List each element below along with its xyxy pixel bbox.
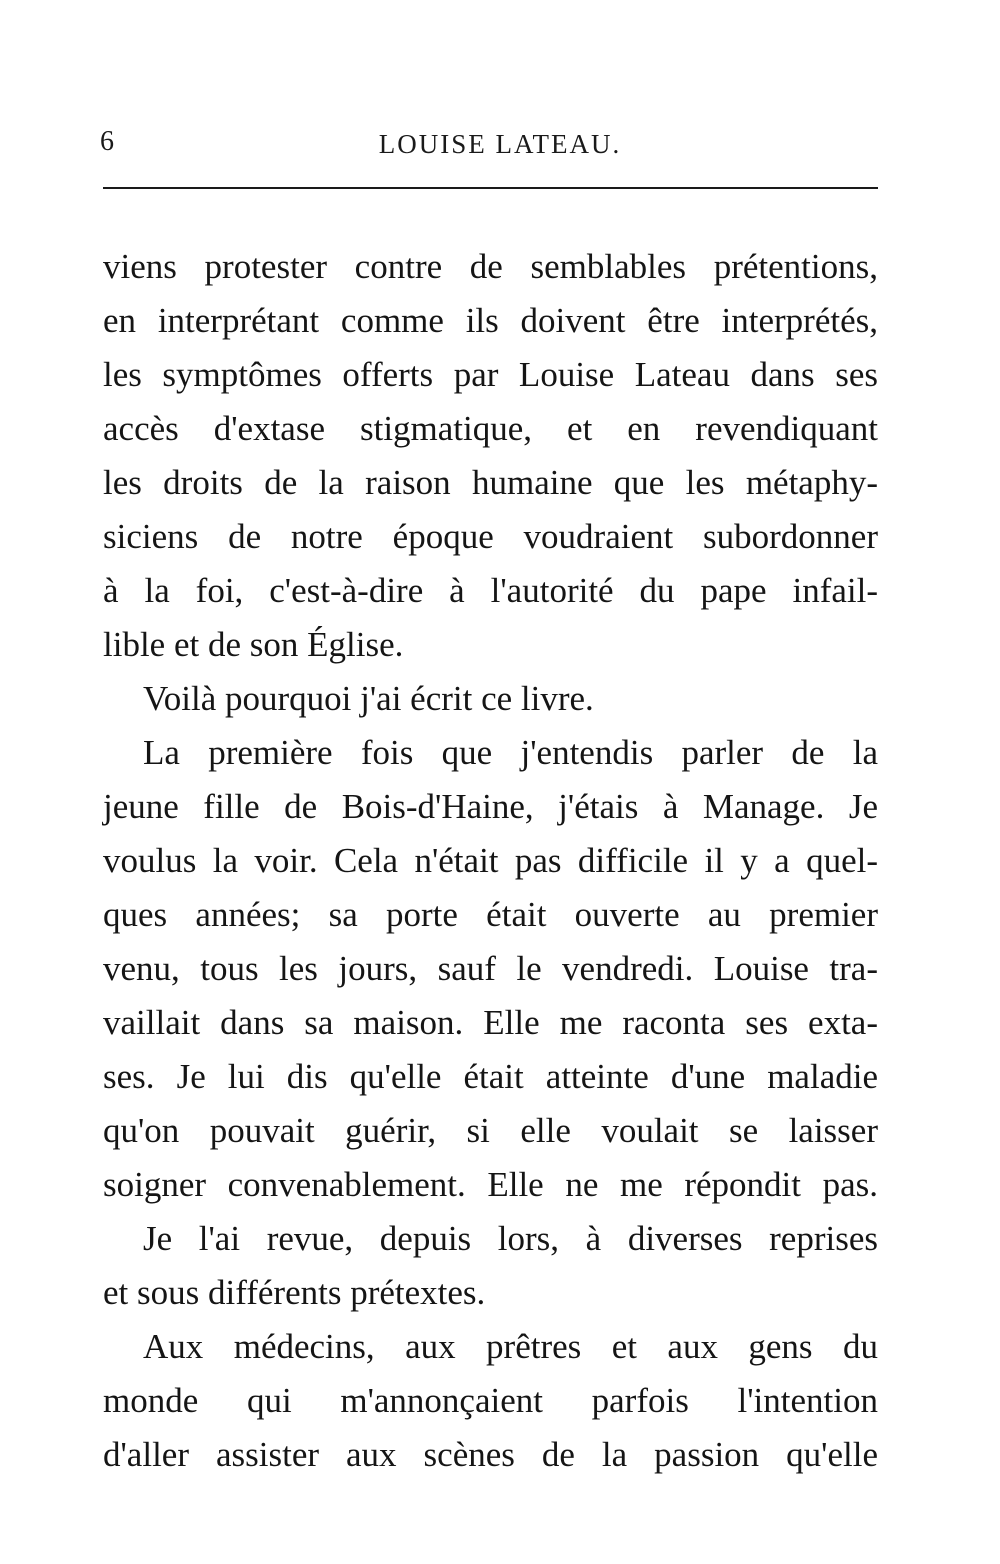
text-line: ques années; sa porte était ouverte au premier bbox=[103, 895, 878, 934]
text-line: Je l'ai revue, depuis lors, à diverses reprises bbox=[143, 1219, 878, 1258]
text-line: lible et de son Église. bbox=[103, 625, 404, 664]
text-line: en interprétant comme ils doivent être interprétés, bbox=[103, 301, 878, 340]
text-line: accès d'extase stigmatique, et en revendiquant bbox=[103, 409, 878, 448]
running-title: LOUISE LATEAU. bbox=[378, 129, 622, 159]
text-line: siciens de notre époque voudraient subordonner bbox=[103, 517, 878, 556]
header-rule bbox=[103, 187, 878, 189]
text-line: soigner convenablement. Elle ne me répondit pas. bbox=[103, 1165, 878, 1204]
text-line: jeune fille de Bois-d'Haine, j'étais à Manage. Je bbox=[103, 787, 878, 826]
text-line: et sous différents prétextes. bbox=[103, 1273, 486, 1312]
text-line: qu'on pouvait guérir, si elle voulait se laisser bbox=[103, 1111, 878, 1150]
text-line: monde qui m'annonçaient parfois l'intention bbox=[103, 1381, 878, 1420]
text-line: d'aller assister aux scènes de la passion qu'elle bbox=[103, 1435, 878, 1474]
text-line: venu, tous les jours, sauf le vendredi. Louise tra- bbox=[103, 949, 878, 988]
text-line: viens protester contre de semblables prétentions, bbox=[103, 247, 878, 286]
page-number: 6 bbox=[100, 126, 114, 157]
text-line: les symptômes offerts par Louise Lateau dans ses bbox=[103, 355, 878, 394]
body-text bbox=[103, 240, 878, 1482]
text-line: à la foi, c'est-à-dire à l'autorité du pape infail- bbox=[103, 571, 878, 610]
text-line: Aux médecins, aux prêtres et aux gens du bbox=[143, 1327, 878, 1366]
text-line: Voilà pourquoi j'ai écrit ce livre. bbox=[143, 679, 594, 718]
text-line: La première fois que j'entendis parler de la bbox=[143, 733, 878, 772]
text-line: voulus la voir. Cela n'était pas difficile il y a quel- bbox=[103, 841, 878, 880]
text-line: ses. Je lui dis qu'elle était atteinte d'une maladie bbox=[103, 1057, 878, 1096]
text-line: les droits de la raison humaine que les métaphy- bbox=[103, 463, 878, 502]
text-line: vaillait dans sa maison. Elle me raconta ses exta- bbox=[103, 1003, 878, 1042]
